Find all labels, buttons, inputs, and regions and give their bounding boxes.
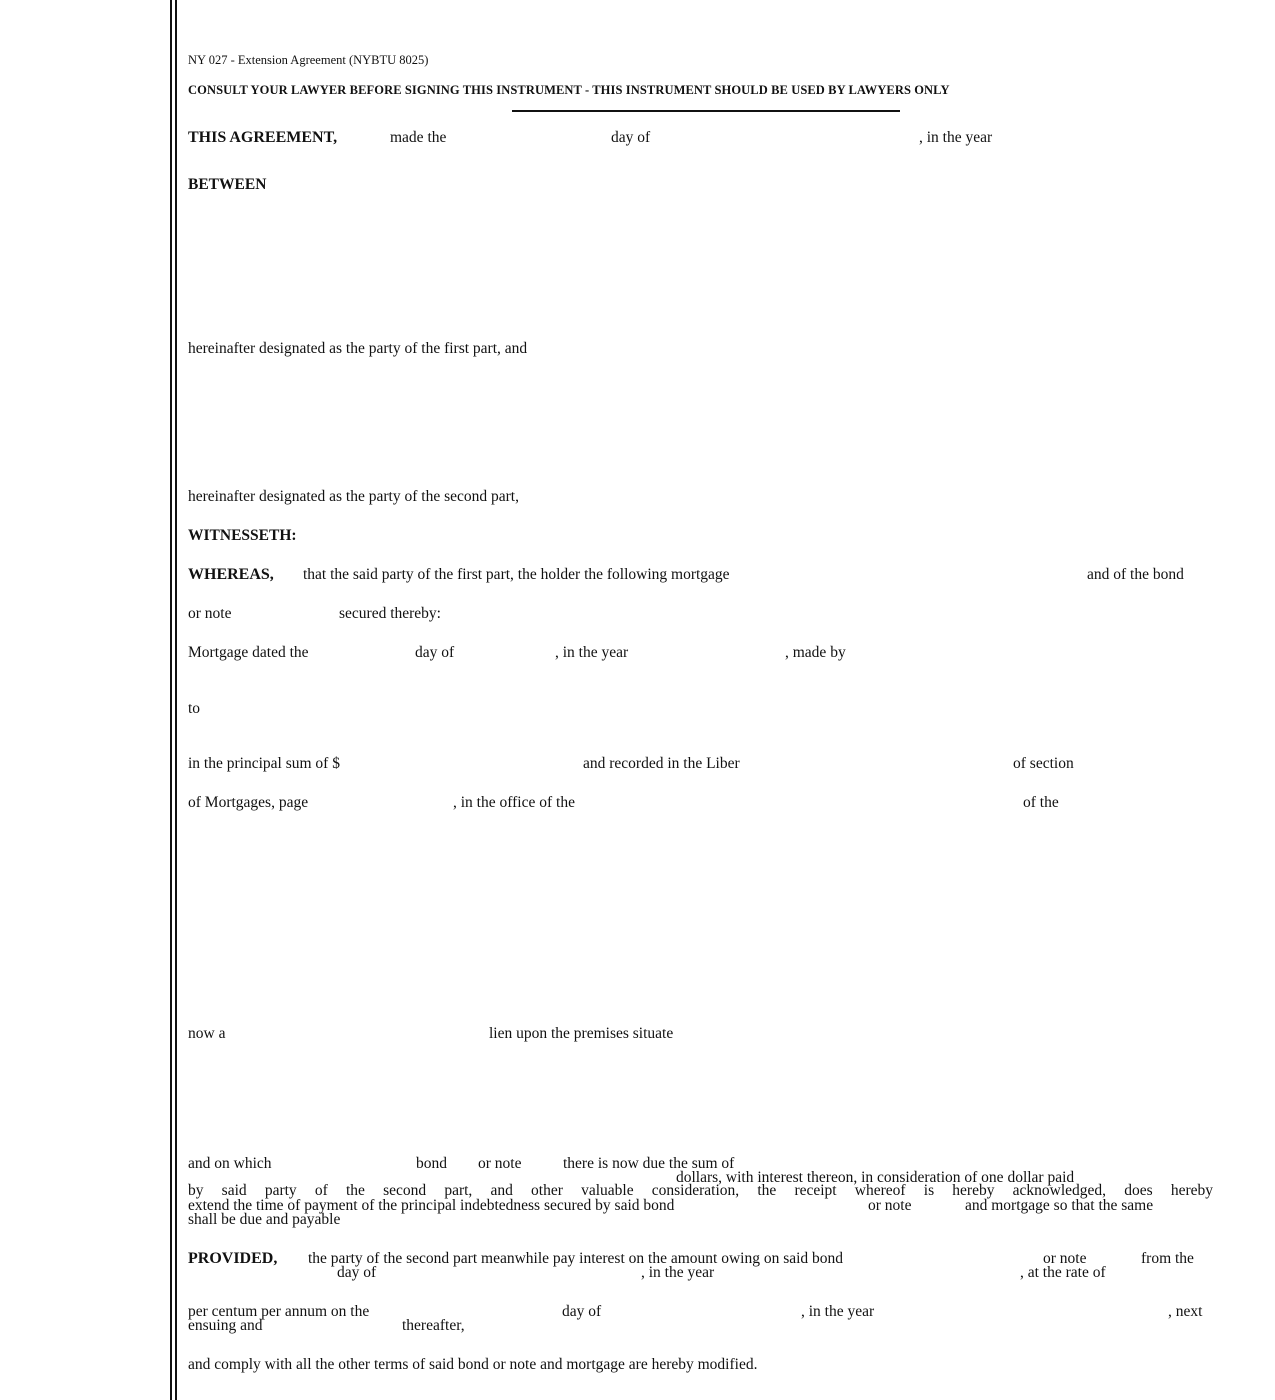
second-party-designation: hereinafter designated as the party of the second part, — [188, 488, 519, 505]
agreement-year: , in the year — [919, 129, 993, 146]
of-the: of the — [1023, 794, 1059, 811]
consideration-line-3c: and mortgage so that the same — [965, 1197, 1154, 1214]
consideration-line-4: shall be due and payable — [188, 1211, 341, 1228]
mortgage-year: , in the year — [555, 644, 629, 661]
provided-text: the party of the second part meanwhile pay interest on the amount owing on said bond — [308, 1250, 844, 1267]
per-centum-ensuing: ensuing and — [188, 1317, 263, 1334]
recorded-liber: and recorded in the Liber — [583, 755, 740, 772]
whereas-or-note: or note — [188, 605, 232, 622]
and-on-which: and on which — [188, 1155, 272, 1172]
whereas-secured: secured thereby: — [339, 605, 441, 622]
agreement-lead: THIS AGREEMENT, — [188, 129, 338, 146]
per-centum-thereafter: thereafter, — [402, 1317, 465, 1334]
consideration-line-1: dollars, with interest thereon, in consideration of one dollar paid — [676, 1169, 1075, 1186]
provided-or-note: or note — [1043, 1250, 1087, 1267]
first-party-designation: hereinafter designated as the party of the first part, and — [188, 340, 528, 357]
left-border-inner — [175, 0, 177, 1400]
consideration-line-2: by said party of the second part, and other valuable consideration, the receipt whereof is hereby acknowledged, does hereby — [188, 1182, 1213, 1199]
left-border-outer — [170, 0, 172, 1400]
whereas-bond: and of the bond — [1087, 566, 1184, 583]
of-section: of section — [1013, 755, 1074, 772]
mortgages-page: of Mortgages, page — [188, 794, 309, 811]
agreement-day-of: day of — [611, 129, 651, 146]
between-heading: BETWEEN — [188, 176, 267, 193]
provided-rate: , at the rate of — [1020, 1264, 1106, 1281]
consideration-line-3b: or note — [868, 1197, 912, 1214]
provided-day-of: day of — [337, 1264, 377, 1281]
consideration-line-3a: extend the time of payment of the principal indebtedness secured by said bond — [188, 1197, 675, 1214]
per-centum-day-of: day of — [562, 1303, 602, 1320]
due-sum: there is now due the sum of — [563, 1155, 735, 1172]
due-or-note: or note — [478, 1155, 522, 1172]
whereas-lead: WHEREAS, — [188, 566, 274, 583]
warning-underline — [512, 110, 900, 112]
now-a: now a — [188, 1025, 226, 1042]
per-centum-year: , in the year — [801, 1303, 875, 1320]
form-id: NY 027 - Extension Agreement (NYBTU 8025) — [188, 53, 429, 67]
whereas-text: that the said party of the first part, the holder the following mortgage — [303, 566, 730, 583]
per-centum-text: per centum per annum on the — [188, 1303, 370, 1320]
principal-sum: in the principal sum of $ — [188, 755, 340, 772]
due-bond: bond — [416, 1155, 447, 1172]
mortgage-made-by: , made by — [785, 644, 846, 661]
lien-upon-premises: lien upon the premises situate — [489, 1025, 674, 1042]
lawyer-warning: CONSULT YOUR LAWYER BEFORE SIGNING THIS INSTRUMENT - THIS INSTRUMENT SHOULD BE USED BY LAWYERS ONLY — [188, 83, 950, 97]
office-of-the: , in the office of the — [453, 794, 575, 811]
mortgage-day-of: day of — [415, 644, 455, 661]
agreement-made-the: made the — [390, 129, 447, 146]
witnesseth-heading: WITNESSETH: — [188, 527, 297, 544]
provided-from-the: from the — [1141, 1250, 1194, 1267]
mortgage-dated: Mortgage dated the — [188, 644, 309, 661]
mortgage-to: to — [188, 700, 201, 717]
per-centum-next: , next — [1168, 1303, 1203, 1320]
provided-lead: PROVIDED, — [188, 1250, 278, 1267]
comply-clause: and comply with all the other terms of said bond or note and mortgage are hereby modified. — [188, 1356, 758, 1373]
provided-year: , in the year — [641, 1264, 715, 1281]
